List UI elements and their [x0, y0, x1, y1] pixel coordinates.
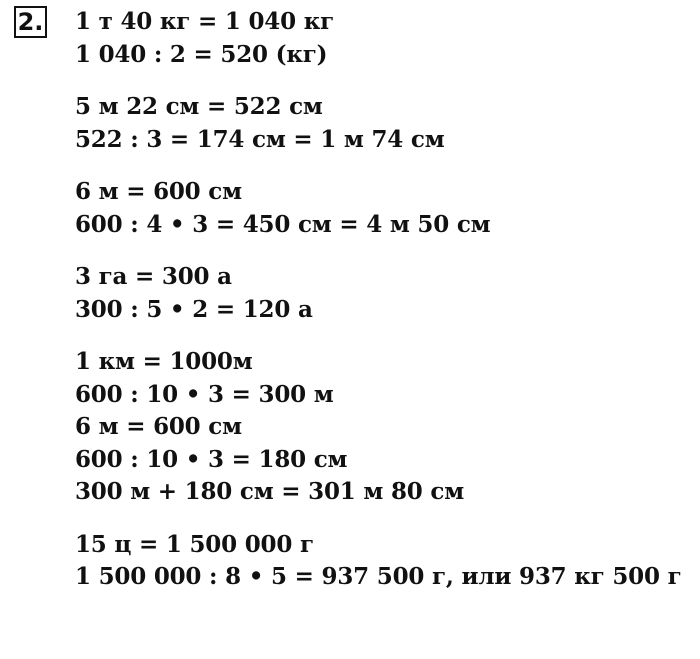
solution-line: 6 м = 600 см: [75, 413, 242, 440]
solution-line: 3 га = 300 а: [75, 263, 232, 290]
solution-line: 300 : 5 • 2 = 120 а: [75, 295, 313, 323]
solution-block-mass: [75, 6, 695, 71]
solution-line: 1 500 000 : 8 • 5 = 937 500 г, или 937 кг 500 г: [75, 563, 682, 590]
solution-line: 600 : 10 • 3 = 300 м: [75, 380, 334, 408]
solution-line: 522 : 3 = 174 см = 1 м 74 см: [75, 125, 445, 153]
solution-line: 15 ц = 1 500 000 г: [75, 530, 314, 558]
solution-block-distance: [75, 346, 695, 509]
solution-line: 5 м 22 см = 522 см: [75, 93, 323, 120]
solution-block-centner: [75, 529, 695, 594]
solution-line: 1 040 : 2 = 520 (кг): [75, 40, 328, 68]
solution-body: [75, 6, 695, 614]
solution-block-length: [75, 91, 695, 156]
solution-line: 300 м + 180 см = 301 м 80 см: [75, 478, 464, 505]
solution-line: 600 : 4 • 3 = 450 см = 4 м 50 см: [75, 210, 491, 238]
solution-line: 600 : 10 • 3 = 180 см: [75, 445, 348, 473]
solution-block-area: [75, 261, 695, 326]
solution-block-meters: [75, 176, 695, 241]
task-number-badge: 2.: [14, 6, 47, 38]
solution-line: 6 м = 600 см: [75, 178, 242, 205]
solution-line: 1 км = 1000м: [75, 348, 253, 375]
solution-line: 1 т 40 кг = 1 040 кг: [75, 8, 335, 35]
